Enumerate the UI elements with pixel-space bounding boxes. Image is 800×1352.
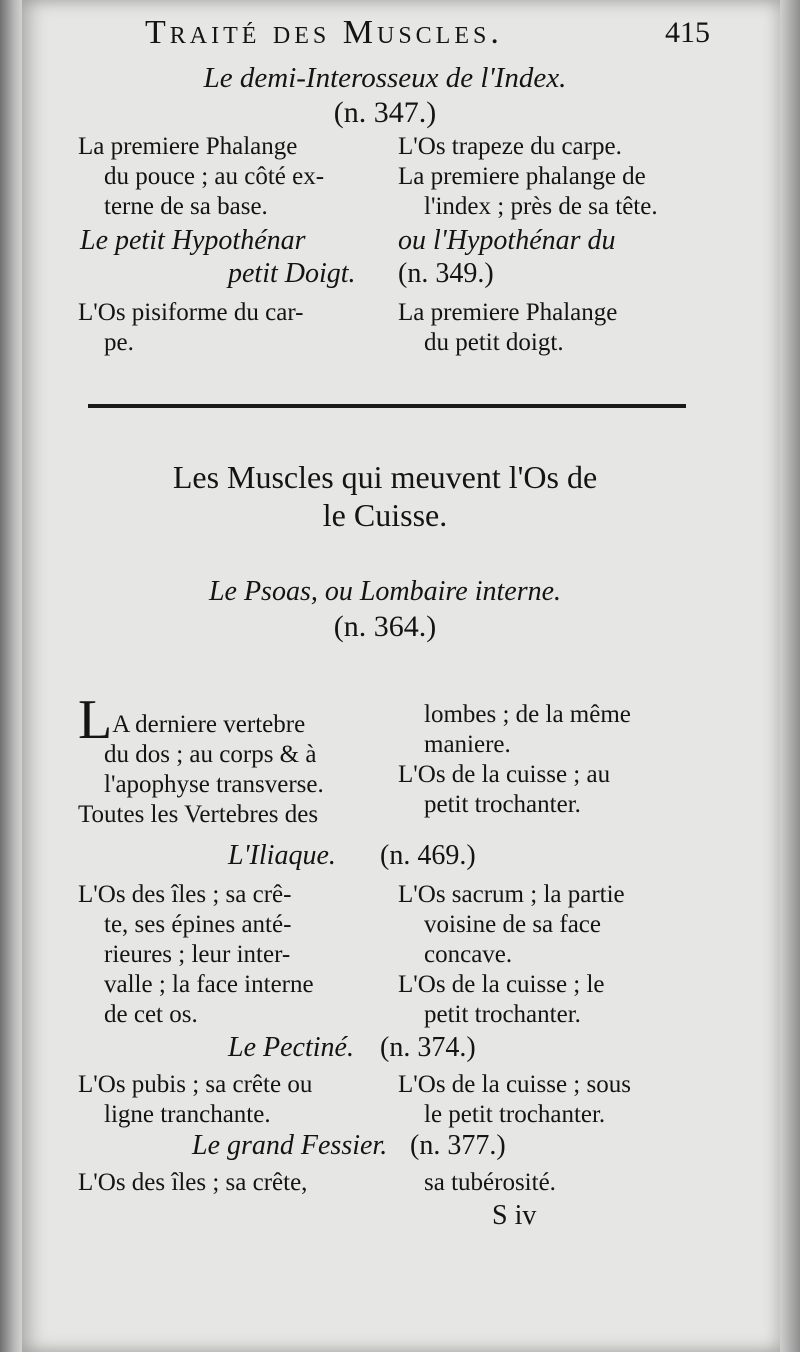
book-gutter-shadow bbox=[0, 0, 24, 1352]
muscle-title-iliaque: L'Iliaque. bbox=[228, 840, 336, 871]
text-line: L'Os des îles ; sa crê- bbox=[78, 881, 292, 908]
muscle-ref: (n. 349.) bbox=[398, 258, 494, 289]
muscle-title-hypothenar-a: Le petit Hypothénar bbox=[80, 225, 306, 256]
muscle-title-hypothenar-b: ou l'Hypothénar du bbox=[398, 225, 616, 256]
muscle-ref: (n. 377.) bbox=[410, 1130, 506, 1161]
text-line: L'Os trapeze du carpe. bbox=[398, 133, 622, 160]
text-line: L'Os pisiforme du car- bbox=[78, 299, 304, 326]
text-line: La premiere Phalange bbox=[398, 299, 618, 326]
signature-mark: S iv bbox=[492, 1200, 537, 1231]
drop-cap: L bbox=[78, 689, 113, 751]
muscle-ref: (n. 347.) bbox=[333, 96, 437, 129]
text-line: L'Os de la cuisse ; sous bbox=[398, 1071, 631, 1098]
origin-column bbox=[78, 298, 378, 358]
muscle-title-pectine: Le Pectiné. bbox=[228, 1032, 354, 1063]
muscle-ref: (n. 469.) bbox=[380, 840, 476, 871]
running-title: Traité des Muscles. bbox=[145, 14, 503, 51]
text-line: du dos ; au corps & à bbox=[104, 741, 317, 768]
text-line: L'Os de la cuisse ; au bbox=[398, 761, 611, 788]
text-line: l'apophyse transverse. bbox=[104, 771, 324, 798]
page-edge-shadow bbox=[780, 0, 800, 1352]
text-line: de cet os. bbox=[104, 1001, 198, 1028]
page-header bbox=[60, 14, 710, 64]
text-line: valle ; la face interne bbox=[104, 971, 314, 998]
text-line: petit trochanter. bbox=[424, 791, 581, 818]
section-divider bbox=[88, 404, 686, 408]
text-line: te, ses épines anté- bbox=[104, 911, 292, 938]
muscle-ref: (n. 364.) bbox=[333, 610, 437, 643]
section-title-line-2: le Cuisse. bbox=[322, 497, 448, 533]
text-line: petit trochanter. bbox=[424, 1001, 581, 1028]
page-number: 415 bbox=[665, 16, 710, 49]
text-line: voisine de sa face bbox=[424, 911, 602, 938]
text-line: le petit trochanter. bbox=[424, 1101, 606, 1128]
insertion-column bbox=[398, 1168, 698, 1198]
text-line: Toutes les Vertebres des bbox=[78, 801, 319, 828]
text-line: concave. bbox=[424, 941, 513, 968]
insertion-column bbox=[398, 700, 698, 820]
origin-column bbox=[78, 1168, 378, 1198]
text-line: ligne tranchante. bbox=[104, 1101, 271, 1128]
text-line: rieures ; leur inter- bbox=[104, 941, 291, 968]
muscle-ref: (n. 374.) bbox=[380, 1032, 476, 1063]
insertion-column bbox=[398, 1070, 698, 1130]
muscle-title-demi-interosseux: Le demi-Interosseux de l'Index. bbox=[203, 62, 567, 94]
origin-column bbox=[78, 132, 378, 222]
text-line: pe. bbox=[104, 329, 134, 356]
origin-column bbox=[78, 1070, 378, 1130]
insertion-column bbox=[398, 132, 698, 222]
text-line: L'Os pubis ; sa crête ou bbox=[78, 1071, 313, 1098]
section-title-line-1: Les Muscles qui meuvent l'Os de bbox=[172, 459, 598, 495]
muscle-title-grand-fessier: Le grand Fessier. bbox=[192, 1130, 388, 1161]
text-line: La premiere phalange de bbox=[398, 163, 646, 190]
text-line: terne de sa base. bbox=[104, 193, 268, 220]
text-line: La premiere Phalange bbox=[78, 133, 298, 160]
insertion-column bbox=[398, 298, 698, 358]
text-line: L'Os de la cuisse ; le bbox=[398, 971, 605, 998]
origin-column bbox=[78, 880, 378, 1030]
text-line-rest: A derniere vertebre bbox=[112, 711, 306, 738]
text-line: sa tubérosité. bbox=[424, 1169, 556, 1196]
insertion-column bbox=[398, 880, 698, 1030]
text-line bbox=[78, 689, 378, 751]
text-line: du petit doigt. bbox=[424, 329, 564, 356]
text-line: du pouce ; au côté ex- bbox=[104, 163, 325, 190]
text-line: l'index ; près de sa tête. bbox=[424, 193, 658, 220]
muscle-title-hypothenar-c: petit Doigt. bbox=[228, 258, 356, 289]
muscle-title-psoas: Le Psoas, ou Lombaire interne. bbox=[208, 576, 562, 607]
text-line: L'Os des îles ; sa crête, bbox=[78, 1169, 308, 1196]
origin-column bbox=[78, 689, 378, 830]
text-line: lombes ; de la même bbox=[424, 701, 631, 728]
text-line: maniere. bbox=[424, 731, 511, 758]
text-line: L'Os sacrum ; la partie bbox=[398, 881, 625, 908]
